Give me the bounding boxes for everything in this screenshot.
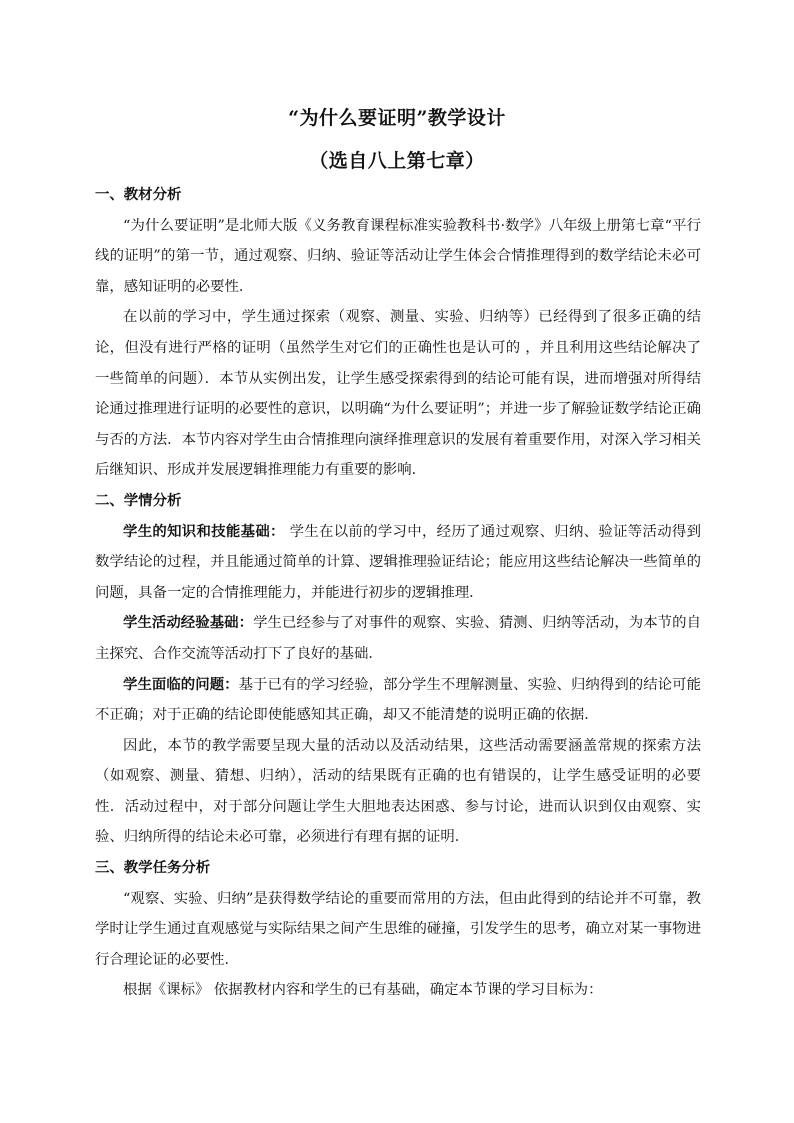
paragraph: “观察、实验、归纳”是获得数学结论的重要而常用的方法，但由此得到的结论并不可靠，教学时让学生通过直观感觉与实际结果之间产生思维的碰撞，引发学生的思考，确立对某一事物进行合理论证的必要性． xyxy=(95,890,701,968)
paragraph-knowledge-basis xyxy=(95,517,701,609)
document-body xyxy=(95,180,701,1006)
paragraph-problems xyxy=(95,670,701,731)
lead-label: 学生活动经验基础： xyxy=(123,614,254,632)
paragraph-activity-basis xyxy=(95,608,701,669)
paragraph-text: 学生在以前的学习中，经历了通过观察、归纳、验证等活动得到数学结论的过程，并且能通过简单的计算、逻辑推理验证结论；能应用这些结论解决一些简单的问题，具备一定的合情推理能力，并能进行初步的逻辑推理． xyxy=(95,523,701,601)
lead-label: 学生面临的问题： xyxy=(123,675,239,693)
section-heading-textbook-analysis: 一、教材分析 xyxy=(95,187,182,203)
lead-label: 学生的知识和技能基础： xyxy=(123,522,285,540)
paragraph: 在以前的学习中，学生通过探索（观察、测量、实验、归纳等）已经得到了很多正确的结论，但没有进行严格的证明（虽然学生对它们的正确性也是认可的 ，并且利用这些结论解决了一些简单的问题）．本节从实例出发，让学生感受探索得到的结论可能有误，进而增强对所得结论通过推理进行证明的必要性的意识，以明确“为什么要证明”；并进一步了解验证数学结论正确与否的方法．本节内容对学生由合情推理向演绎推理意识的发展有着重要作用，对深入学习相关后继知识、形成并发展逻辑推理能力有重要的影响． xyxy=(95,309,701,479)
paragraph-text: 学生已经参与了对事件的观察、实验、猜测、归纳等活动，为本节的自主探究、合作交流等活动打下了良好的基础． xyxy=(95,615,701,662)
paragraph: 因此，本节的教学需要呈现大量的活动以及活动结果，这些活动需要涵盖常规的探索方法（如观察、测量、猜想、归纳），活动的结果既有正确的也有错误的，让学生感受证明的必要性．活动过程中，对于部分问题让学生大胆地表达困惑、参与讨论，进而认识到仅由观察、实验、归纳所得的结论未必可靠，必须进行有理有据的证明． xyxy=(95,737,701,846)
paragraph: 根据《课标》 依据教材内容和学生的已有基础，确定本节课的学习目标为： xyxy=(123,982,603,999)
section-heading-student-analysis: 二、学情分析 xyxy=(95,492,182,509)
document-title: “为什么要证明”教学设计 xyxy=(288,107,506,129)
paragraph: “为什么要证明”是北师大版《义务教育课程标准实验教科书·数学》八年级上册第七章“平行线的证明”的第一节，通过观察、归纳、验证等活动让学生体会合情推理得到的数学结论未必可靠，感知证明的必要性． xyxy=(95,217,701,295)
section-heading-task-analysis: 三、教学任务分析 xyxy=(95,860,211,877)
document-subtitle: （选自八上第七章） xyxy=(309,150,485,172)
paragraph-text: 基于已有的学习经验，部分学生不理解测量、实验、归纳得到的结论可能不正确；对于正确的结论即使能感知其正确，却又不能清楚的说明正确的依据． xyxy=(95,676,701,724)
